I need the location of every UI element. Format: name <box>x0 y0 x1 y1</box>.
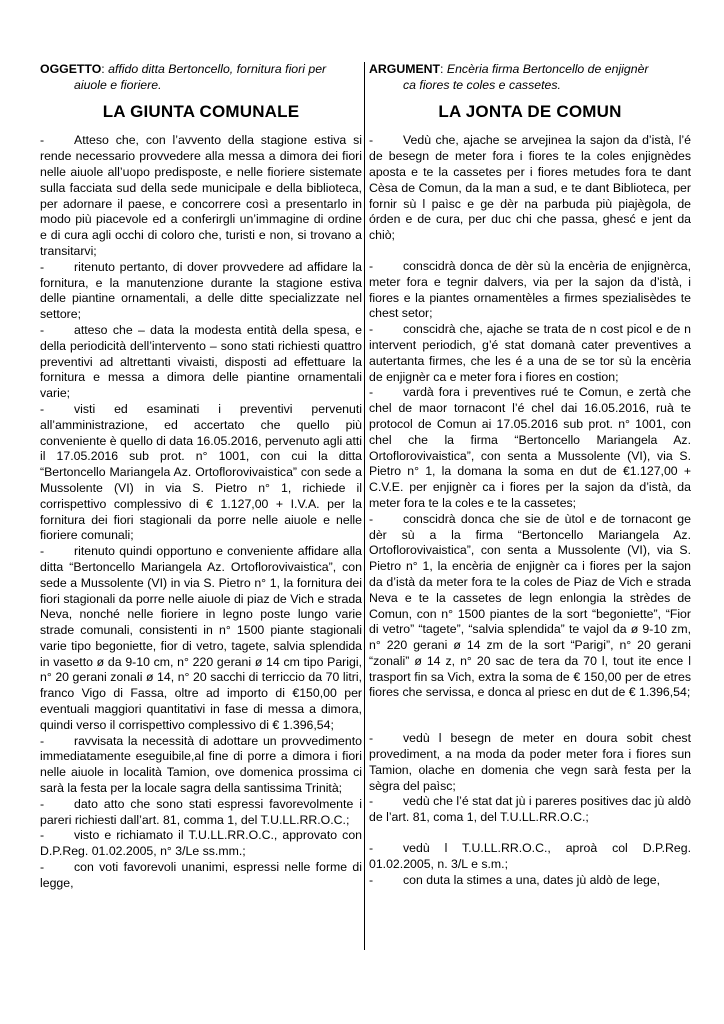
paragraph: - vedù l besegn de meter en doura sobit chest provediment, a na moda da poder meter fora i fiores sun Tamion, olache en domenia che vegn sarà festa per la sègra del paìsc; <box>369 731 691 793</box>
paragraph: - conscidrà donca che sie de ùtol e de tornacont ge dèr sù a la firma “Bertoncello Mariangela Az. Ortoflorovivaistica”, con senta a Mussolente (VI), via S. Pietro n° 1, la encèria de enjignèr ca i fiores per la sajon da d’istà da meter fora te la coles de Piaz de Vich e strada Neva e te la cassetes de legn enlongia la strèdes de Comun, con n° 1500 piantes de la sort “begoniette”, “Fior di vetro” “tagete”, “salvia splendida” te vajol da ø 9-10 zm, n° 220 gerani ø 14 zm de la sort “Parigi”, n° 20 gerani “zonali” ø 14 z, n° 20 sac de tera da 70 l, tout ite ence l trasport fin sa Vich, extra la soma de € 150,00 per de etres fiores che servissa, e donca al priesc en dut de € 1.396,54; <box>369 511 691 700</box>
subject-line: ARGUMENT: Encèria firma Bertoncello de enjignèr ca fiores te coles e cassetes. <box>369 62 691 94</box>
subject-text: affido ditta Bertoncello, fornitura fiori per <box>108 62 327 76</box>
subject-text: Encèria firma Bertoncello de enjignèr <box>446 62 649 76</box>
section-heading: LA GIUNTA COMUNALE <box>102 101 300 121</box>
paragraph: - ritenuto quindi opportuno e conveniente affidare alla ditta “Bertoncello Mariangela Az. Ortoflorovivaistica”, con sede a Mussolente (VI) in via S. Pietro n° 1, la fornitura dei fiori stagionali da porre nelle aiuole di piaz de Vich e strada Neva, nonché nelle fioriere in legno poste lungo varie strade comunali, consistenti in n° 1500 piante stagionali varie tipo begoniette, fior di vetro, tagete, salvia splendida in vasetto ø da 9-10 cm, n° 220 gerani ø 14 cm tipo Parigi, n° 20 gerani zonali ø 14, n° 20 sacchi di terriccio da 70 litri, franco Vigo di Fassa, oltre ad importo di €150,00 per eventuali maggiori quantitativi in fase di messa a dimora, quindi verso il corrispettivo complessivo di € 1.396,54; <box>40 544 362 732</box>
subject-line: OGGETTO: affido ditta Bertoncello, fornitura fiori per aiuole e fioriere. <box>40 62 362 94</box>
spacer <box>369 701 691 731</box>
spacer <box>369 826 691 841</box>
paragraph: - vardà fora i preventives rué te Comun, e zertà che chel de maor tornacont l’é chel dai 16.05.2016, ruà te protocol de Comun ai 17.05.2016 sub prot. n° 1001, con chel che la firma “Bertoncello Mariangela Az. Ortoflorovivaistica”, con senta a Mussolente (VI), via S. Pietro n° 1, la domana la soma en dut de €1.127,00 + C.V.E. per enjignèr ca i fiores per la sajon da d’istà, da meter fora te la coles e te la cassetes; <box>369 385 691 510</box>
paragraph: - con voti favorevoli unanimi, espressi nelle forme di legge, <box>40 860 362 890</box>
paragraph: - visti ed esaminati i preventivi pervenuti all’amministrazione, ed accertato che quello più conveniente è quello di data 16.05.2016, pervenuto agli atti il 17.05.2016 sub prot. n° 1001, con cui la ditta “Bertoncello Mariangela Az. Ortoflorovivaistica” con sede a Mussolente (VI) in via S. Pietro n° 1, richiede il corrispettivo complessivo di € 1.127,00 + I.V.A. per la fornitura dei fiori stagionali da porre nelle aiuole e nelle fioriere comunali; <box>40 401 363 543</box>
paragraph: - vedù che l’é stat dat jù i pareres positives dac jù aldò de l’art. 81, coma 1, del T.U.LL.RR.O.C.; <box>369 794 691 825</box>
paragraph: - Atteso che, con l’avvento della stagione estiva si rende necessario provvedere alla messa a dimora dei fiori nelle aiuole all’uopo predisposte, e nelle fioriere sistemate sulla facciata sud della sede municipale e della biblioteca, per adornare il paese, e concorrere così a presentarlo in modo più piacevole ed a conferirgli un’immagine di ordine e di cura agli occhi di coloro che, turisti e non, si trovano a transitarvi; <box>40 133 362 258</box>
subject-label: OGGETTO <box>40 62 102 76</box>
ladin-column <box>369 62 691 888</box>
paragraph: - conscidrà che, ajache se trata de n cost picol e de n intervent periodich, g’é stat domanà cater preventives a autertanta firmes, che les é a una de se tor sù la encèria de enjignèr ca e meter fora i fiores en costion; <box>369 322 691 384</box>
column-divider <box>364 62 365 950</box>
subject-label: ARGUMENT <box>369 62 441 76</box>
paragraph: - ritenuto pertanto, di dover provvedere ad affidare la fornitura, e la manutenzione durante la stagione estiva delle piantine ornamentali, a delle ditte specializzate nel settore; <box>40 259 362 322</box>
italian-column <box>40 62 362 892</box>
paragraph: - Vedù che, ajache se arvejinea la sajon da d’istà, l’é de besegn de meter fora i fiores te la coles enjignèdes aposta e te la cassetes per i fiores metudes fora te dant Cèsa de Comun, da la man a sud, e te dant Biblioteca, per fornir sù l paìsc e ge dèr na parbuda più piajègola, de órden e de cura, per duc chi che passa, ghesć e jent da chiò; <box>369 133 691 243</box>
paragraph: - conscidrà donca de dèr sù la encèria de enjignèrca, meter fora e tegnir dalvers, via per la sajon da d’istà, i fiores e la piantes ornamentèles a firmes spezialisèdes te chest setor; <box>369 258 691 321</box>
paragraph: - atteso che – data la modesta entità della spesa, e della periodicità dell’intervento – sono stati richiesti quattro preventivi ad altrettanti vivaisti, disposti ad effettuare la fornitura e messa a dimora delle piantine ornamentali varie; <box>40 322 362 401</box>
subject-continuation: ca fiores te coles e cassetes. <box>403 77 561 92</box>
paragraph: - ravvisata la necessità di adottare un provvedimento immediatamente eseguibile,al fine di porre a dimora i fiori nelle aiuole in località Tamion, ove domenica prossima ci sarà la festa per la locale sagra della santissima Trinità; <box>40 733 362 796</box>
paragraph: - con duta la stimes a una, dates jù aldò de lege, <box>369 872 661 887</box>
paragraph: - vedù l T.U.LL.RR.O.C., aproà col D.P.Reg. 01.02.2005, n. 3/L e s.m.; <box>369 841 691 871</box>
section-heading: LA JONTA DE COMUN <box>438 101 622 121</box>
spacer <box>369 244 691 259</box>
paragraph: - visto e richiamato il T.U.LL.RR.O.C., approvato con D.P.Reg. 01.02.2005, n° 3/Le ss.mm.; <box>40 828 362 859</box>
subject-continuation: aiuole e fioriere. <box>74 77 162 92</box>
paragraph: - dato atto che sono stati espressi favorevolmente i pareri richiesti dall’art. 81, comma 1, del T.U.LL.RR.O.C.; <box>40 796 362 827</box>
